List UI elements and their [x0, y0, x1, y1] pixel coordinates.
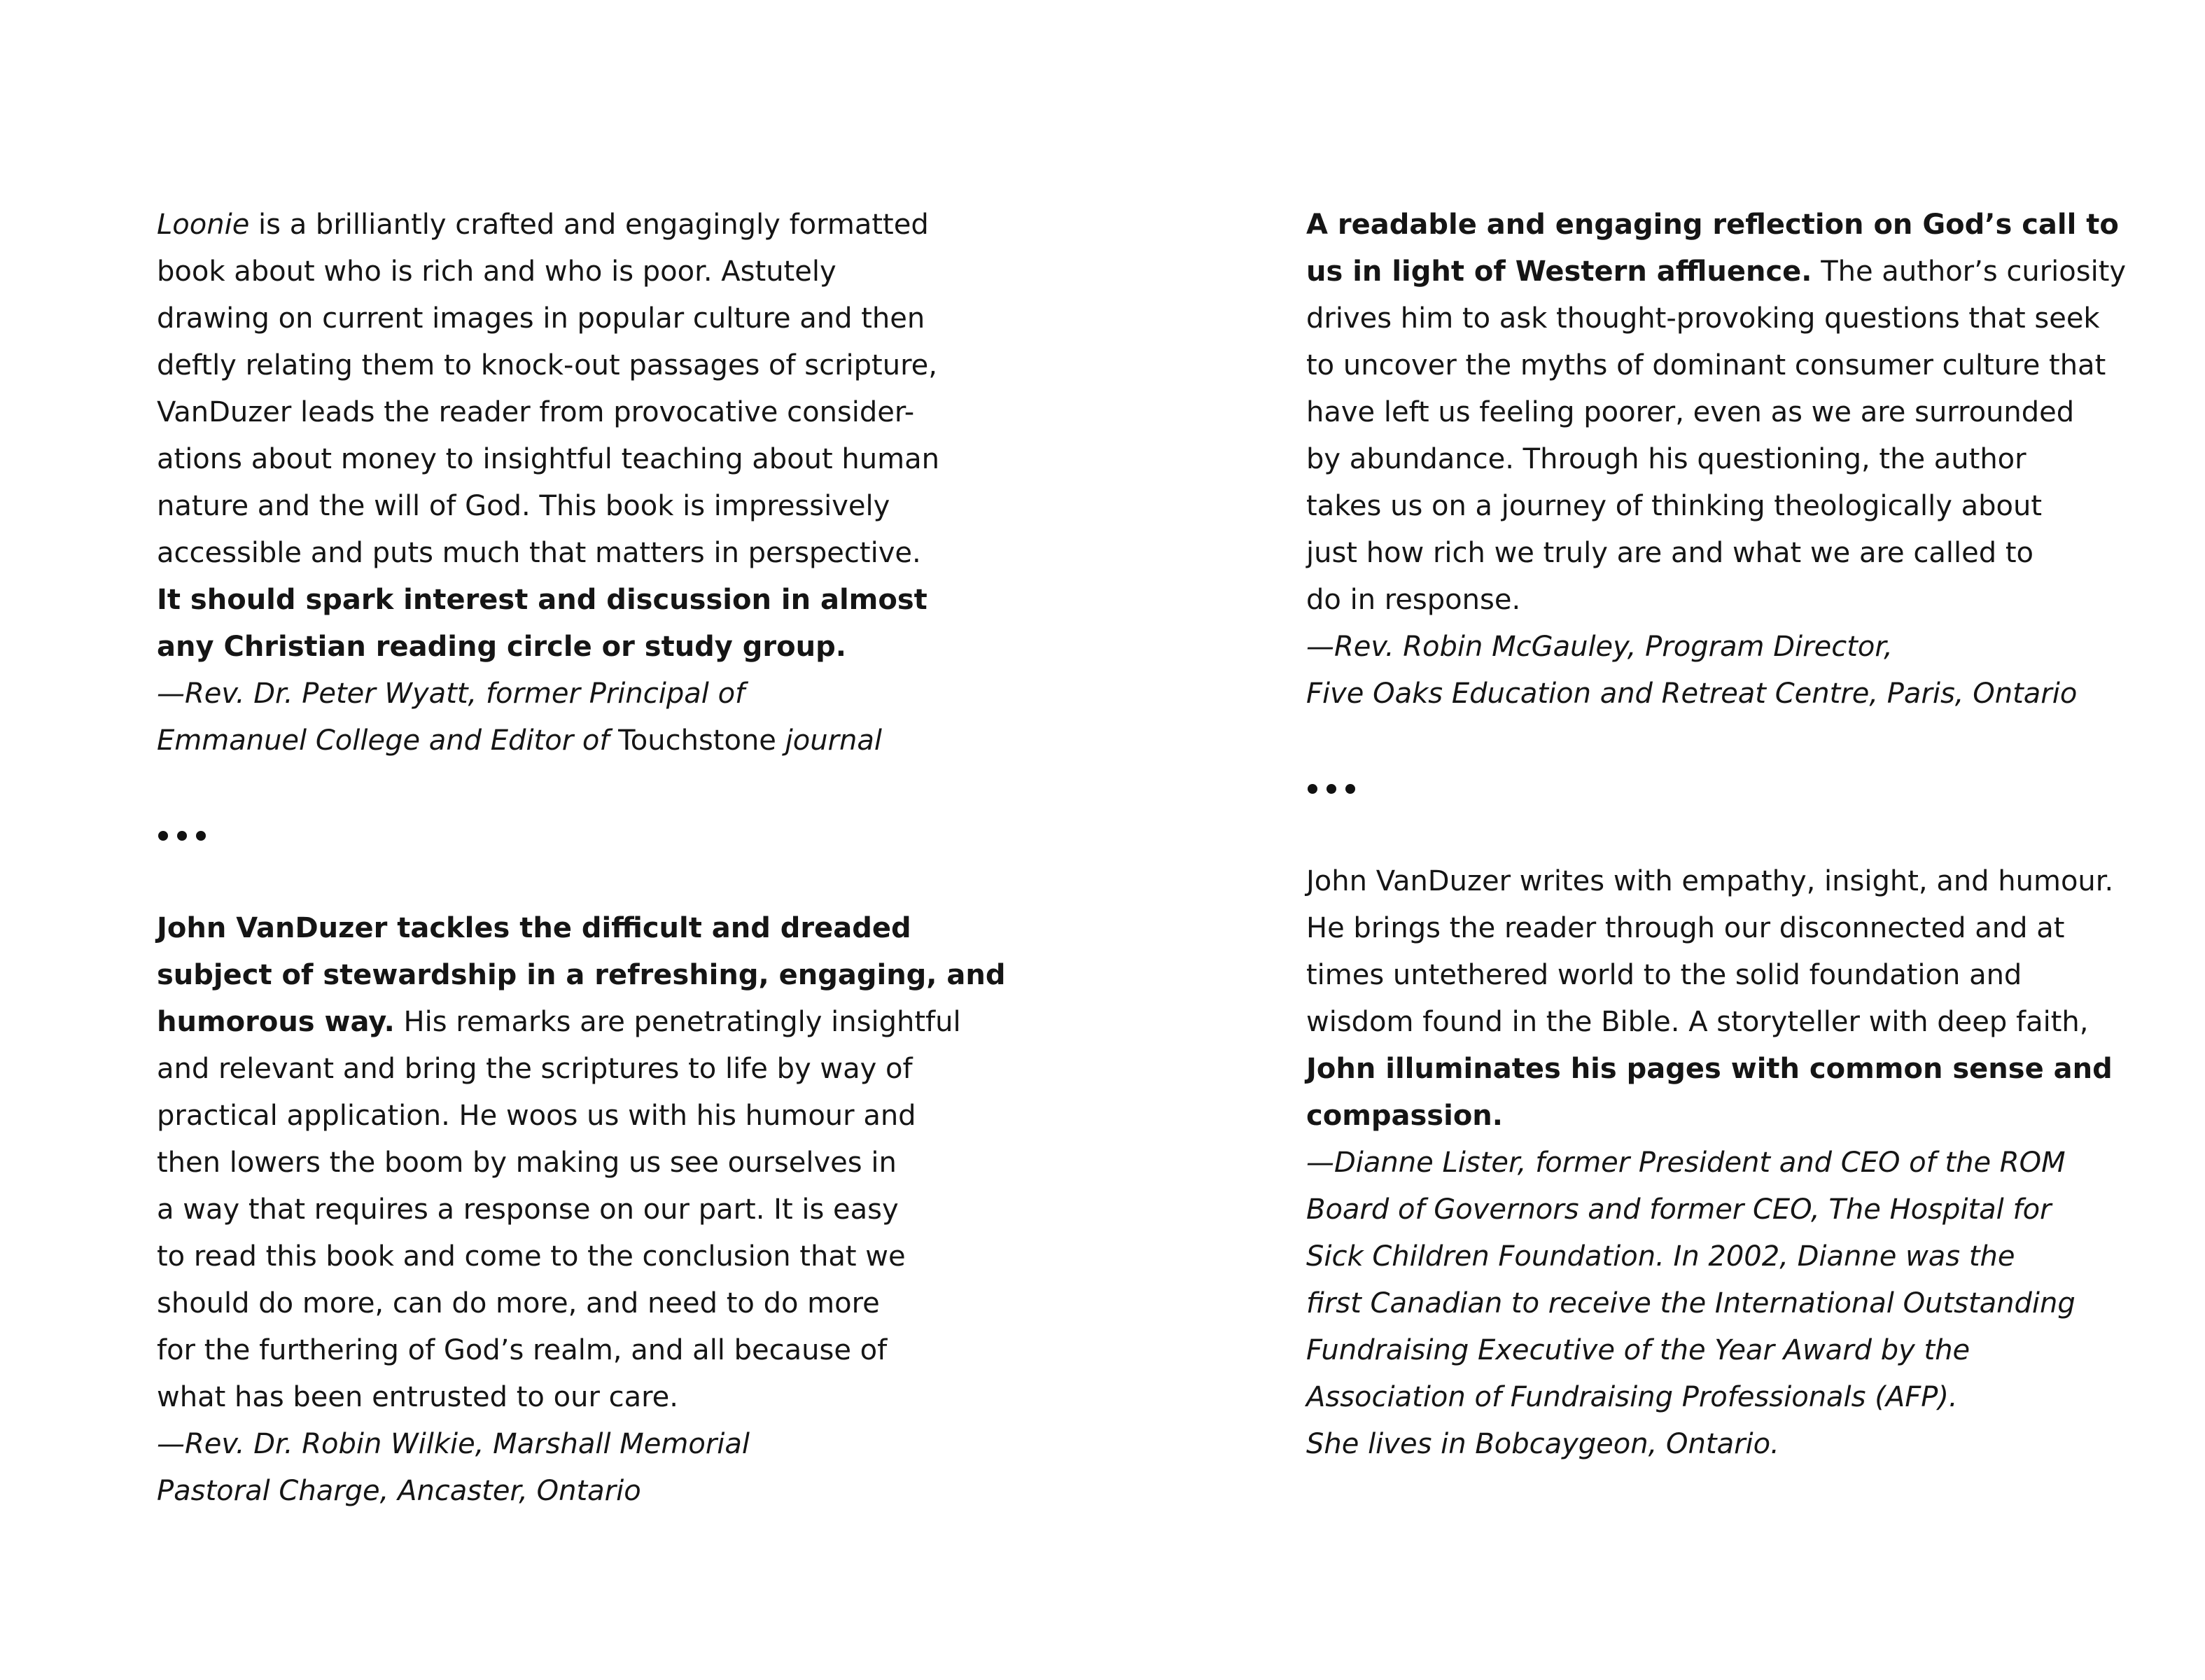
- journal-title: Touchstone: [618, 724, 776, 757]
- endorsement-line: and relevant and bring the scriptures to life by way of: [157, 1053, 913, 1085]
- endorsement-line: to uncover the myths of dominant consumer culture that: [1306, 349, 2106, 382]
- spacer: [1306, 811, 2126, 858]
- endorsement-line: by abundance. Through his questioning, the author: [1306, 443, 2026, 475]
- left-column: [157, 202, 1006, 1515]
- endorsement-line: just how rich we truly are and what we are called to: [1306, 537, 2033, 569]
- endorsement-text: His remarks are penetratingly insightful: [394, 1006, 961, 1038]
- attribution: Board of Governors and former CEO, The Hospital for: [1306, 1194, 2052, 1226]
- endorsement-line: have left us feeling poorer, even as we are surrounded: [1306, 396, 2075, 428]
- attribution: —Rev. Dr. Peter Wyatt, former Principal of: [157, 678, 746, 710]
- endorsement-line: VanDuzer leads the reader from provocative consider-: [157, 396, 915, 428]
- endorsement-line: takes us on a journey of thinking theologically about: [1306, 490, 2043, 522]
- spacer: [157, 858, 1006, 905]
- endorsement-highlight: It should spark interest and discussion in almost: [157, 584, 927, 616]
- attribution-text: journal: [776, 724, 882, 757]
- endorsement-line: drawing on current images in popular culture and then: [157, 302, 925, 335]
- attribution: —Rev. Dr. Robin Wilkie, Marshall Memorial: [157, 1428, 750, 1460]
- endorsement-highlight: compassion.: [1306, 1100, 1503, 1132]
- endorsement-line: [1306, 248, 2126, 295]
- endorsement-line: ations about money to insightful teaching about human: [157, 443, 939, 475]
- endorsement-line: practical application. He woos us with his humour and: [157, 1100, 916, 1132]
- endorsement-highlight: subject of stewardship in a refreshing, engaging, and: [157, 959, 1006, 991]
- attribution: Sick Children Foundation. In 2002, Dianne was the: [1306, 1240, 2015, 1273]
- attribution: first Canadian to receive the International Outstanding: [1306, 1287, 2076, 1320]
- endorsement-line: He brings the reader through our disconnected and at: [1306, 912, 2065, 944]
- endorsement-line: to read this book and come to the conclusion that we: [157, 1240, 906, 1273]
- endorsement-line: book about who is rich and who is poor. Astutely: [157, 255, 836, 288]
- section-separator: [157, 811, 1006, 858]
- separator-dot: [1308, 784, 1317, 794]
- endorsement-text: The author’s curiosity: [1812, 255, 2127, 288]
- endorsement-line: do in response.: [1306, 584, 1521, 616]
- endorsement-lister: [1306, 858, 2126, 1468]
- attribution-text: Emmanuel College and Editor of: [157, 724, 619, 757]
- endorsement-highlight: humorous way.: [157, 1006, 395, 1038]
- endorsement-line: wisdom found in the Bible. A storyteller with deep faith,: [1306, 1006, 2089, 1038]
- endorsement-highlight: A readable and engaging reflection on God’s call to: [1306, 209, 2119, 241]
- endorsement-line: times untethered world to the solid foundation and: [1306, 959, 2022, 991]
- endorsement-highlight: John VanDuzer tackles the difficult and dreaded: [157, 912, 911, 944]
- endorsement-line: what has been entrusted to our care.: [157, 1381, 678, 1413]
- endorsement-text: is a brilliantly crafted and engagingly formatted: [249, 209, 929, 241]
- endorsement-line: for the furthering of God’s realm, and all because of: [157, 1334, 888, 1366]
- attribution: Fundraising Executive of the Year Award by the: [1306, 1334, 1970, 1366]
- endorsement-line: nature and the will of God. This book is impressively: [157, 490, 890, 522]
- separator-dot: [177, 831, 187, 841]
- separator-dot: [1326, 784, 1336, 794]
- endorsement-line: then lowers the boom by making us see ourselves in: [157, 1147, 897, 1179]
- endorsement-highlight: any Christian reading circle or study group.: [157, 631, 846, 663]
- attribution: —Dianne Lister, former President and CEO of the ROM: [1306, 1147, 2066, 1179]
- spacer: [157, 764, 1006, 811]
- endorsement-line: a way that requires a response on our part. It is easy: [157, 1194, 899, 1226]
- attribution: Association of Fundraising Professionals (AFP).: [1306, 1381, 1958, 1413]
- endorsement-wyatt: [157, 202, 1006, 764]
- left-page: [0, 0, 1102, 1680]
- endorsement-wilkie: [157, 905, 1006, 1515]
- attribution: [157, 718, 1006, 764]
- endorsement-mcgauley: [1306, 202, 2126, 718]
- attribution: Five Oaks Education and Retreat Centre, Paris, Ontario: [1306, 678, 2078, 710]
- separator-dot: [1345, 784, 1355, 794]
- attribution: —Rev. Robin McGauley, Program Director,: [1306, 631, 1893, 663]
- endorsement-line: drives him to ask thought-provoking questions that seek: [1306, 302, 2100, 335]
- right-column: [1306, 202, 2126, 1468]
- separator-dot: [158, 831, 168, 841]
- endorsement-highlight: John illuminates his pages with common sense and: [1306, 1053, 2113, 1085]
- attribution: Pastoral Charge, Ancaster, Ontario: [157, 1475, 641, 1507]
- endorsement-line: [157, 999, 1006, 1046]
- attribution: She lives in Bobcaygeon, Ontario.: [1306, 1428, 1779, 1460]
- spacer: [1306, 718, 2126, 764]
- separator-dot: [196, 831, 206, 841]
- endorsement-highlight: us in light of Western affluence.: [1306, 255, 1812, 288]
- endorsement-line: [157, 202, 1006, 248]
- section-separator: [1306, 764, 2126, 811]
- endorsement-line: accessible and puts much that matters in perspective.: [157, 537, 921, 569]
- endorsement-line: should do more, can do more, and need to do more: [157, 1287, 880, 1320]
- book-title: Loonie: [157, 209, 250, 241]
- endorsement-line: deftly relating them to knock-out passages of scripture,: [157, 349, 937, 382]
- right-page: [1102, 0, 2205, 1680]
- endorsement-line: John VanDuzer writes with empathy, insight, and humour.: [1306, 865, 2114, 897]
